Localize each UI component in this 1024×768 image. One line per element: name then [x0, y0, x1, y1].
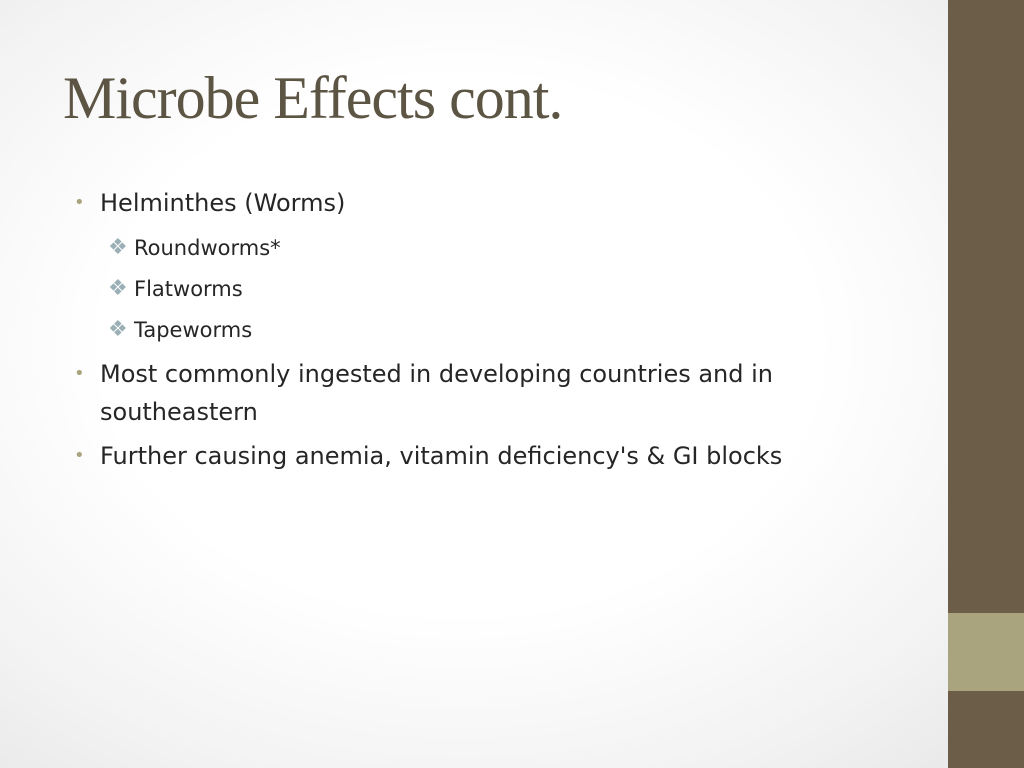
four-diamond-bullet-icon: ❖	[108, 235, 128, 260]
bullet-text: Helminthes (Worms)	[100, 189, 346, 217]
four-diamond-bullet-icon: ❖	[108, 317, 128, 342]
sub-list-item	[72, 228, 852, 269]
four-diamond-bullet-icon: ❖	[108, 276, 128, 301]
sub-bullet-text: Tapeworms	[134, 318, 253, 342]
dot-bullet-icon: •	[74, 445, 85, 466]
sub-list-wrapper	[72, 228, 852, 351]
sub-list-item	[72, 310, 852, 351]
list-item	[72, 355, 852, 431]
sub-bullet-text: Flatworms	[134, 277, 243, 301]
slide-body	[72, 184, 852, 481]
list-item	[72, 184, 852, 222]
sub-list-item	[72, 269, 852, 310]
bullet-text: Further causing anemia, vitamin deficiency's & GI blocks	[100, 442, 783, 470]
bullet-list	[72, 184, 852, 475]
sub-bullet-list	[72, 228, 852, 351]
slide-title: Microbe Effects cont.	[63, 65, 563, 131]
dot-bullet-icon: •	[74, 363, 85, 384]
list-item	[72, 437, 852, 475]
dot-bullet-icon: •	[74, 192, 85, 213]
sub-bullet-text: Roundworms*	[134, 236, 281, 260]
bullet-text: Most commonly ingested in developing countries and in southeastern	[100, 360, 773, 426]
decorative-side-accent	[948, 613, 1024, 691]
